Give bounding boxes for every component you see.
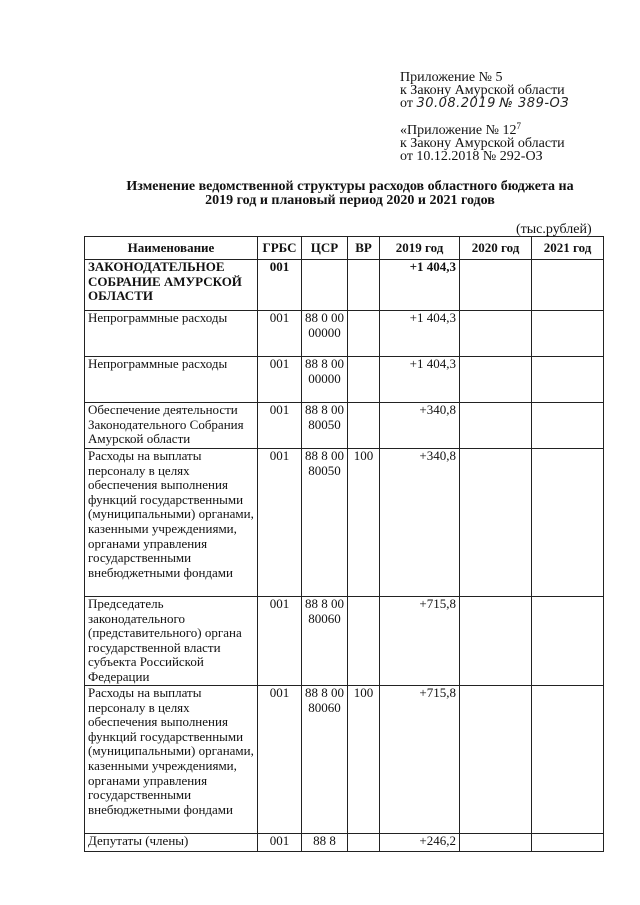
table-row	[85, 260, 604, 311]
budget-table	[84, 236, 604, 852]
table-row	[85, 834, 604, 852]
header-2021: 2021 год	[532, 237, 604, 260]
cell-vr	[348, 597, 380, 686]
document-title	[60, 180, 640, 208]
cell-2019: +1 404,3	[380, 260, 460, 311]
cell-2020	[460, 449, 532, 597]
table-row	[85, 686, 604, 834]
cell-grbs: 001	[258, 597, 302, 686]
table-row	[85, 403, 604, 449]
handwritten-law-number: № 389-ОЗ	[499, 96, 570, 111]
cell-vr	[348, 357, 380, 403]
annex-number: Приложение № 5	[400, 70, 503, 85]
header-csr: ЦСР	[302, 237, 348, 260]
cell-grbs: 001	[258, 260, 302, 311]
annex-superscript: 7	[516, 121, 521, 131]
cell-2019: +1 404,3	[380, 311, 460, 357]
cell-2019: +340,8	[380, 449, 460, 597]
cell-2021	[532, 260, 604, 311]
cell-name: Непрограммные расходы	[85, 357, 258, 403]
handwritten-date: 30.08.2019	[416, 96, 496, 111]
header-name: Наименование	[85, 237, 258, 260]
cell-2021	[532, 597, 604, 686]
cell-2020	[460, 686, 532, 834]
header-grbs: ГРБС	[258, 237, 302, 260]
cell-csr: 88 8	[302, 834, 348, 852]
cell-2019: +340,8	[380, 403, 460, 449]
cell-2021	[532, 449, 604, 597]
annex-law-ref: к Закону Амурской области	[400, 83, 565, 98]
cell-2020	[460, 403, 532, 449]
cell-csr: 88 8 00 80060	[302, 597, 348, 686]
cell-grbs: 001	[258, 311, 302, 357]
cell-2021	[532, 686, 604, 834]
annex-from-label: от	[400, 96, 413, 111]
cell-2021	[532, 403, 604, 449]
annex-date-line	[400, 97, 569, 110]
cell-vr	[348, 260, 380, 311]
cell-vr	[348, 403, 380, 449]
cell-2020	[460, 834, 532, 852]
cell-2019: +1 404,3	[380, 357, 460, 403]
cell-csr	[302, 260, 348, 311]
cell-csr: 88 8 00 00000	[302, 357, 348, 403]
cell-vr	[348, 834, 380, 852]
cell-2020	[460, 597, 532, 686]
previous-annex-date: от 10.12.2018 № 292-ОЗ	[400, 149, 543, 164]
cell-csr: 88 8 00 80050	[302, 403, 348, 449]
cell-grbs: 001	[258, 449, 302, 597]
cell-name: Председатель законодательного (представительного) органа государственной власти субъекта Российской Федерации	[85, 597, 258, 686]
cell-2020	[460, 311, 532, 357]
header-vr: ВР	[348, 237, 380, 260]
cell-grbs: 001	[258, 834, 302, 852]
cell-2021	[532, 357, 604, 403]
cell-vr	[348, 311, 380, 357]
cell-grbs: 001	[258, 403, 302, 449]
cell-2019: +715,8	[380, 597, 460, 686]
cell-grbs: 001	[258, 686, 302, 834]
table-row	[85, 357, 604, 403]
cell-grbs: 001	[258, 357, 302, 403]
cell-2020	[460, 260, 532, 311]
cell-name: Депутаты (члены)	[85, 834, 258, 852]
cell-csr: 88 0 00 00000	[302, 311, 348, 357]
cell-name: Обеспечение деятельности Законодательного Собрания Амурской области	[85, 403, 258, 449]
cell-csr: 88 8 00 80050	[302, 449, 348, 597]
header-2019: 2019 год	[380, 237, 460, 260]
cell-csr: 88 8 00 80060	[302, 686, 348, 834]
cell-name: Расходы на выплаты персоналу в целях обеспечения выполнения функций государственными (муниципальными) органами, казенными учреждениями, органами управления государственными внебюджетными фондами	[85, 449, 258, 597]
previous-annex-number: «Приложение № $12^7$	[400, 121, 521, 138]
header-2020: 2020 год	[460, 237, 532, 260]
previous-annex-header	[400, 121, 565, 164]
cell-name: ЗАКОНОДАТЕЛЬНОЕ СОБРАНИЕ АМУРСКОЙ ОБЛАСТИ	[85, 260, 258, 311]
cell-2020	[460, 357, 532, 403]
cell-name: Расходы на выплаты персоналу в целях обеспечения выполнения функций государственными (муниципальными) органами, казенными учреждениями, органами управления государственными внебюджетными фондами	[85, 686, 258, 834]
cell-name: Непрограммные расходы	[85, 311, 258, 357]
cell-2021	[532, 311, 604, 357]
table-header-row	[85, 237, 604, 260]
cell-vr: 100	[348, 449, 380, 597]
table-row	[85, 449, 604, 597]
title-line-1: Изменение ведомственной структуры расходов областного бюджета на	[126, 179, 574, 194]
units-note: (тыс.рублей)	[516, 222, 592, 237]
table-row	[85, 597, 604, 686]
title-line-2: 2019 год и плановый период 2020 и 2021 годов	[205, 193, 495, 208]
previous-annex-law-ref: к Закону Амурской области	[400, 136, 565, 151]
cell-vr: 100	[348, 686, 380, 834]
cell-2019: +246,2	[380, 834, 460, 852]
annex-header	[400, 71, 569, 110]
cell-2021	[532, 834, 604, 852]
table-row	[85, 311, 604, 357]
cell-2019: +715,8	[380, 686, 460, 834]
